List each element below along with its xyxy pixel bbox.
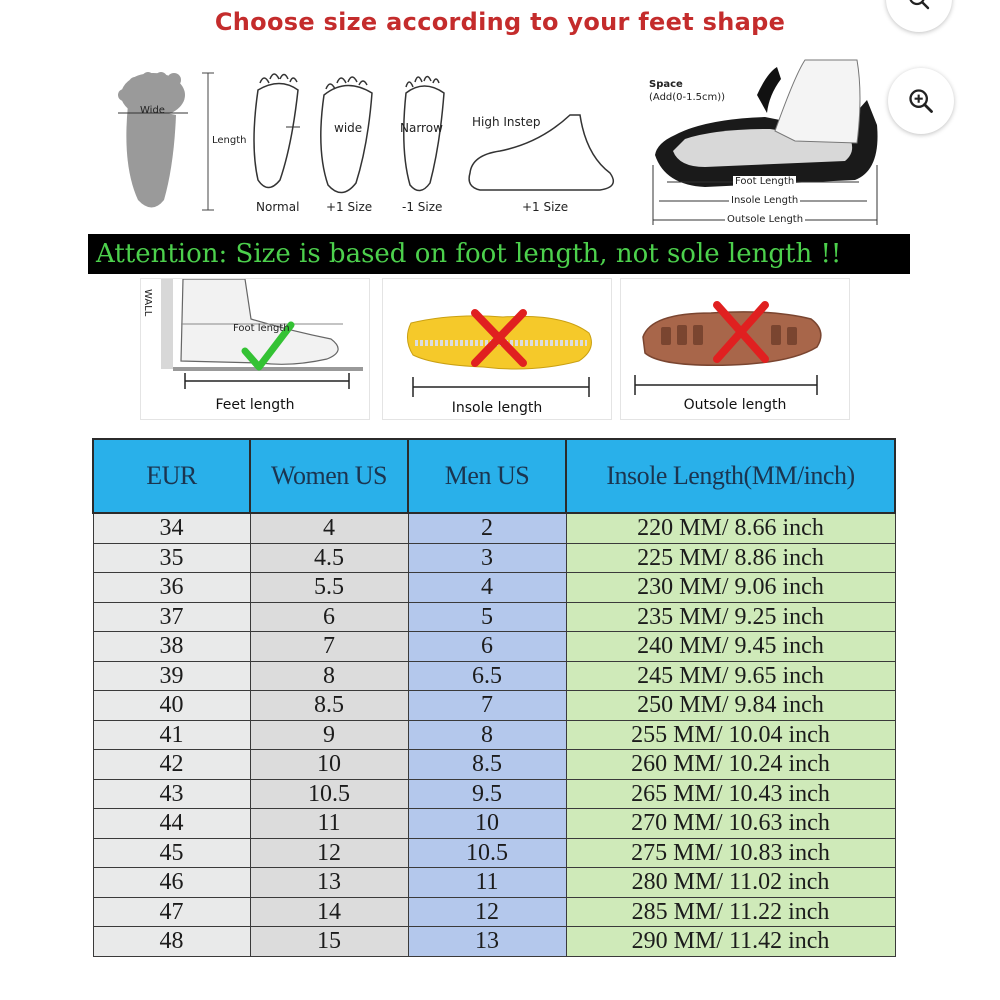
cell-women-us: 10 — [250, 750, 408, 780]
cell-women-us: 4 — [250, 513, 408, 543]
shape-inner-label: High Instep — [472, 115, 541, 129]
size-chart-table — [92, 438, 896, 957]
cell-women-us: 15 — [250, 927, 408, 957]
shape-caption: Normal — [256, 200, 300, 214]
zoom-in-icon — [907, 87, 935, 115]
cell-men-us: 9.5 — [408, 779, 566, 809]
cell-insole-length: 230 MM/ 9.06 inch — [566, 573, 895, 603]
cell-insole-length: 265 MM/ 10.43 inch — [566, 779, 895, 809]
cell-women-us: 14 — [250, 897, 408, 927]
length-label: Length — [212, 135, 247, 146]
shape-caption: +1 Size — [326, 200, 373, 214]
cell-women-us: 7 — [250, 632, 408, 662]
cell-eur: 47 — [93, 897, 250, 927]
cell-eur: 40 — [93, 691, 250, 721]
feet-length-panel — [140, 278, 370, 420]
table-row — [93, 602, 895, 632]
cell-men-us: 7 — [408, 691, 566, 721]
cell-men-us: 10 — [408, 809, 566, 839]
cell-insole-length: 255 MM/ 10.04 inch — [566, 720, 895, 750]
cell-eur: 36 — [93, 573, 250, 603]
narrow-foot-icon — [404, 86, 444, 191]
panel-caption: Outsole length — [683, 397, 787, 413]
insole-length-panel — [382, 278, 612, 420]
cell-women-us: 8.5 — [250, 691, 408, 721]
cell-men-us: 2 — [408, 513, 566, 543]
footprint-icon — [118, 72, 188, 208]
cell-men-us: 13 — [408, 927, 566, 957]
cell-men-us: 4 — [408, 573, 566, 603]
wall-label: WALL — [142, 289, 153, 317]
table-row — [93, 720, 895, 750]
cell-insole-length: 290 MM/ 11.42 inch — [566, 927, 895, 957]
table-row — [93, 632, 895, 662]
cell-men-us: 8.5 — [408, 750, 566, 780]
wide-label: Wide — [140, 105, 165, 116]
space-note: (Add(0-1.5cm)) — [649, 92, 726, 103]
table-row — [93, 809, 895, 839]
size-table-body — [93, 513, 895, 956]
shape-inner-label: wide — [334, 121, 363, 135]
table-row — [93, 750, 895, 780]
page-title: Choose size according to your feet shape — [214, 8, 786, 36]
cell-women-us: 6 — [250, 602, 408, 632]
table-row — [93, 573, 895, 603]
cell-insole-length: 270 MM/ 10.63 inch — [566, 809, 895, 839]
panel-caption: Feet length — [215, 397, 295, 413]
header-women-us: Women US — [250, 439, 408, 513]
table-row — [93, 543, 895, 573]
cell-eur: 37 — [93, 602, 250, 632]
cell-eur: 34 — [93, 513, 250, 543]
cell-insole-length: 235 MM/ 9.25 inch — [566, 602, 895, 632]
shape-caption: +1 Size — [522, 200, 569, 214]
header-insole-length: Insole Length(MM/inch) — [566, 439, 895, 513]
cell-men-us: 10.5 — [408, 838, 566, 868]
cell-insole-length: 285 MM/ 11.22 inch — [566, 897, 895, 927]
cell-insole-length: 245 MM/ 9.65 inch — [566, 661, 895, 691]
cell-men-us: 12 — [408, 897, 566, 927]
cell-women-us: 11 — [250, 809, 408, 839]
cell-men-us: 6 — [408, 632, 566, 662]
table-row — [93, 897, 895, 927]
cell-eur: 41 — [93, 720, 250, 750]
cell-women-us: 13 — [250, 868, 408, 898]
wide-foot-icon — [321, 85, 372, 192]
normal-foot-icon — [254, 84, 298, 188]
cell-eur: 48 — [93, 927, 250, 957]
cell-women-us: 8 — [250, 661, 408, 691]
cell-men-us: 5 — [408, 602, 566, 632]
cell-insole-length: 240 MM/ 9.45 inch — [566, 632, 895, 662]
outsole-length-label: Outsole Length — [727, 214, 804, 225]
cell-women-us: 5.5 — [250, 573, 408, 603]
cell-women-us: 9 — [250, 720, 408, 750]
insole-length-label: Insole Length — [731, 195, 799, 206]
table-row — [93, 868, 895, 898]
cell-insole-length: 225 MM/ 8.86 inch — [566, 543, 895, 573]
foot-length-note: Foot length — [233, 323, 290, 334]
cell-insole-length: 275 MM/ 10.83 inch — [566, 838, 895, 868]
cell-insole-length: 220 MM/ 8.66 inch — [566, 513, 895, 543]
feet-shapes-diagram — [100, 55, 645, 230]
table-row — [93, 779, 895, 809]
table-row — [93, 513, 895, 543]
cell-eur: 39 — [93, 661, 250, 691]
cell-eur: 44 — [93, 809, 250, 839]
panel-caption: Insole length — [451, 400, 543, 416]
table-row — [93, 691, 895, 721]
cell-eur: 38 — [93, 632, 250, 662]
cell-men-us: 11 — [408, 868, 566, 898]
cell-men-us: 6.5 — [408, 661, 566, 691]
cell-insole-length: 280 MM/ 11.02 inch — [566, 868, 895, 898]
foot-length-label: Foot Length — [735, 176, 795, 187]
cell-women-us: 12 — [250, 838, 408, 868]
table-row — [93, 927, 895, 957]
cell-insole-length: 250 MM/ 9.84 inch — [566, 691, 895, 721]
cell-eur: 45 — [93, 838, 250, 868]
insole-illustration — [383, 279, 611, 419]
zoom-in-icon — [907, 0, 931, 11]
table-row — [93, 838, 895, 868]
cell-men-us: 8 — [408, 720, 566, 750]
shape-caption: -1 Size — [402, 200, 443, 214]
header-eur: EUR — [93, 439, 250, 513]
cell-women-us: 4.5 — [250, 543, 408, 573]
cell-insole-length: 260 MM/ 10.24 inch — [566, 750, 895, 780]
cell-eur: 35 — [93, 543, 250, 573]
table-row — [93, 661, 895, 691]
zoom-button[interactable] — [888, 68, 954, 134]
cell-eur: 43 — [93, 779, 250, 809]
shape-inner-label: Narrow — [400, 121, 443, 135]
table-header-row — [93, 439, 895, 513]
cell-eur: 46 — [93, 868, 250, 898]
cell-women-us: 10.5 — [250, 779, 408, 809]
shoe-diagram — [645, 55, 885, 233]
cell-eur: 42 — [93, 750, 250, 780]
attention-banner: Attention: Size is based on foot length, not sole length !! — [88, 234, 910, 274]
outsole-length-panel — [620, 278, 850, 420]
header-men-us: Men US — [408, 439, 566, 513]
cell-men-us: 3 — [408, 543, 566, 573]
space-label: Space — [649, 79, 683, 90]
